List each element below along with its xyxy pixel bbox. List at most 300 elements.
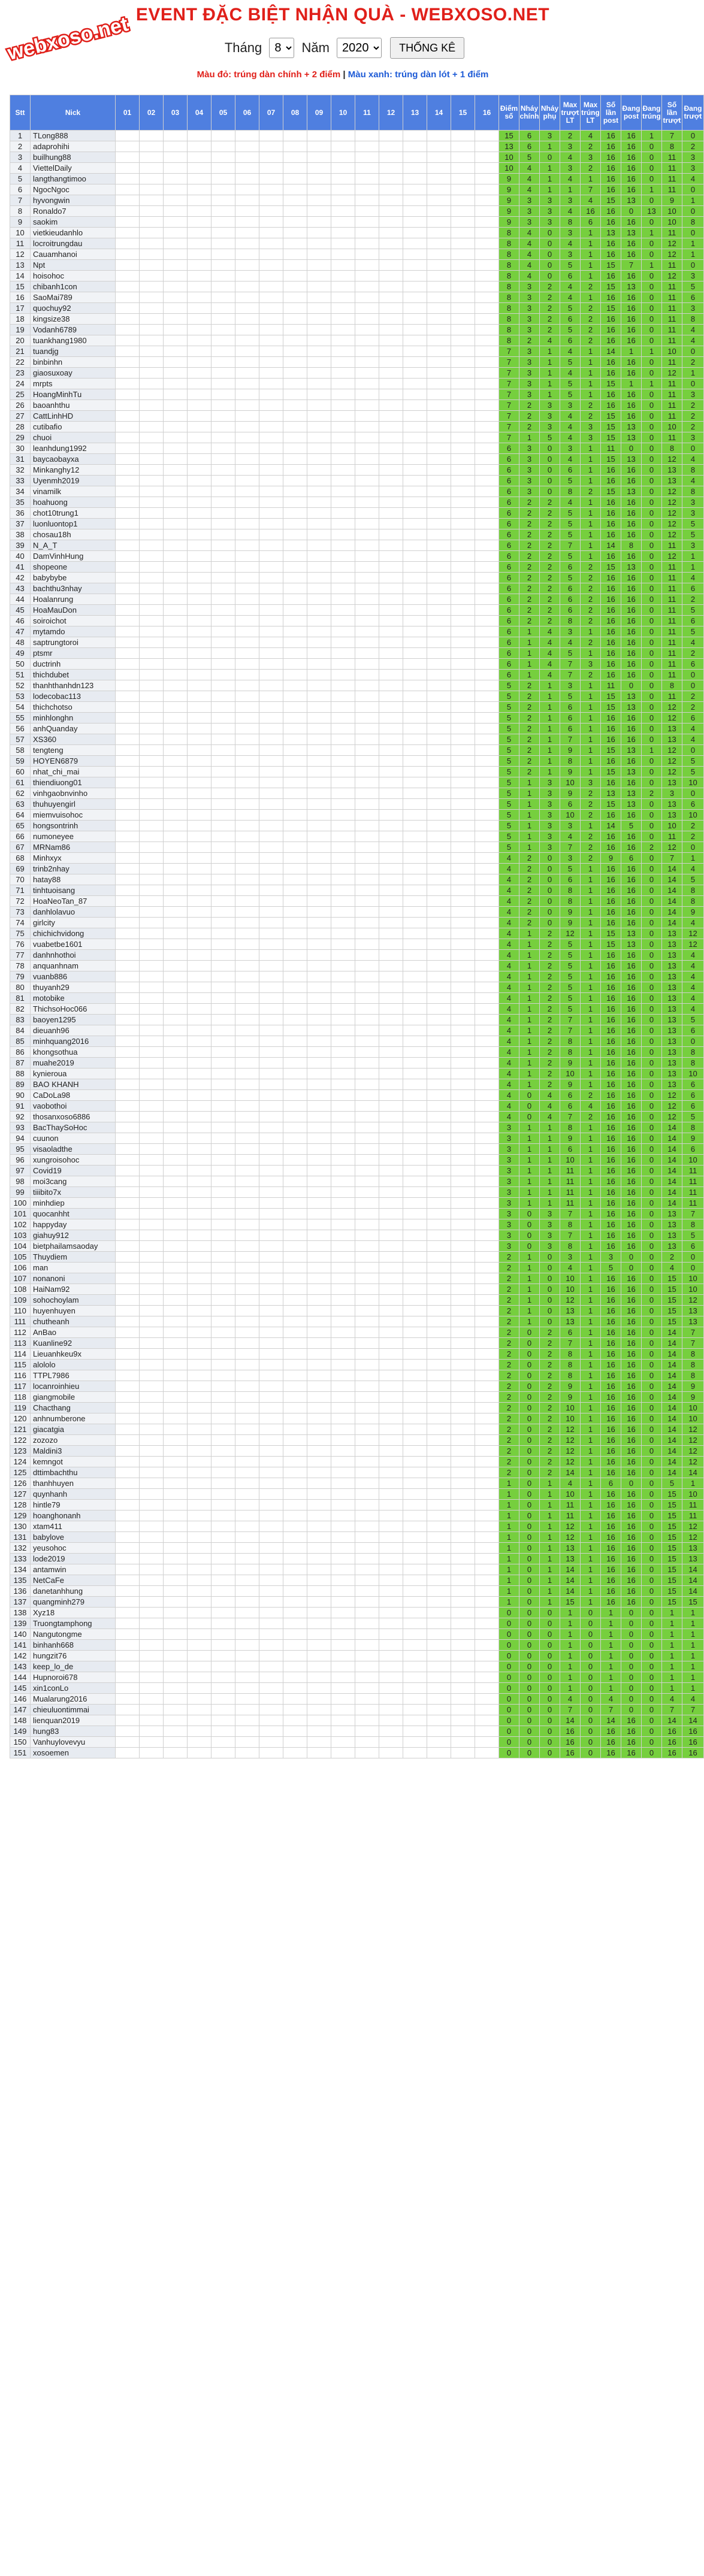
year-select[interactable] bbox=[337, 38, 382, 58]
day-cell bbox=[140, 562, 164, 573]
nick-cell[interactable]: giaosuxoay bbox=[31, 368, 116, 379]
nick-cell[interactable]: tengteng bbox=[31, 745, 116, 756]
nick-cell[interactable]: Mualarung2016 bbox=[31, 1694, 116, 1705]
nick-cell[interactable]: AnBao bbox=[31, 1327, 116, 1338]
nick-cell[interactable]: chichichvidong bbox=[31, 928, 116, 939]
day-cell bbox=[235, 281, 259, 292]
stat-cell: 6 bbox=[560, 314, 581, 325]
day-cell bbox=[475, 1511, 499, 1521]
nick-cell[interactable]: huyenhuyen bbox=[31, 1306, 116, 1316]
day-cell bbox=[188, 842, 211, 853]
nick-cell[interactable]: yeusohoc bbox=[31, 1543, 116, 1554]
stat-cell: 4 bbox=[581, 195, 601, 206]
nick-cell[interactable]: saokim bbox=[31, 217, 116, 228]
nick-cell[interactable]: zozozo bbox=[31, 1435, 116, 1446]
stat-cell: 4 bbox=[560, 831, 581, 842]
nick-cell[interactable]: danhlolavuo bbox=[31, 907, 116, 918]
nick-cell[interactable]: thuhuyengirl bbox=[31, 799, 116, 810]
day-cell bbox=[331, 174, 355, 184]
day-cell bbox=[379, 1748, 403, 1758]
day-cell bbox=[331, 1554, 355, 1564]
rank-cell: 24 bbox=[10, 379, 31, 389]
nick-cell[interactable]: thichdubet bbox=[31, 670, 116, 680]
day-cell bbox=[116, 1467, 140, 1478]
nick-cell[interactable]: nonanoni bbox=[31, 1273, 116, 1284]
day-cell bbox=[259, 1640, 283, 1651]
column-header: Max trượt LT bbox=[560, 95, 581, 131]
stats-button[interactable]: THỐNG KÊ bbox=[390, 37, 464, 59]
nick-cell[interactable]: HoangMinhTu bbox=[31, 389, 116, 400]
stat-cell: 0 bbox=[642, 874, 662, 885]
nick-cell[interactable]: kynieroua bbox=[31, 1068, 116, 1079]
nick-cell[interactable]: cuunon bbox=[31, 1133, 116, 1144]
day-cell bbox=[427, 1629, 451, 1640]
day-cell bbox=[379, 357, 403, 368]
stat-cell: 16 bbox=[621, 1597, 642, 1608]
nick-cell[interactable]: miemvuisohoc bbox=[31, 810, 116, 821]
day-cell bbox=[211, 1424, 235, 1435]
nick-cell[interactable]: visaoladthe bbox=[31, 1144, 116, 1155]
day-cell bbox=[451, 174, 475, 184]
stat-cell: 14 bbox=[601, 1715, 621, 1726]
table-row bbox=[10, 734, 704, 745]
nick-cell[interactable]: hung83 bbox=[31, 1726, 116, 1737]
day-cell bbox=[475, 626, 499, 637]
nick-cell[interactable]: MRNam86 bbox=[31, 842, 116, 853]
nick-cell[interactable]: vietkieudanhlo bbox=[31, 228, 116, 238]
nick-cell[interactable]: tuandjg bbox=[31, 346, 116, 357]
nick-cell[interactable]: kemngot bbox=[31, 1457, 116, 1467]
day-cell bbox=[451, 896, 475, 907]
nick-cell[interactable]: chutheanh bbox=[31, 1316, 116, 1327]
nick-cell[interactable]: SaoMai789 bbox=[31, 292, 116, 303]
nick-cell[interactable]: chot10trung1 bbox=[31, 508, 116, 519]
nick-cell[interactable]: bachthu3nhay bbox=[31, 583, 116, 594]
day-cell bbox=[235, 379, 259, 389]
day-cell bbox=[403, 1651, 427, 1661]
nick-cell[interactable]: moi3cang bbox=[31, 1176, 116, 1187]
day-cell bbox=[164, 1133, 188, 1144]
stat-cell: 1 bbox=[519, 670, 540, 680]
nick-cell[interactable]: khongsothua bbox=[31, 1047, 116, 1058]
day-cell bbox=[403, 389, 427, 400]
nick-cell[interactable]: Uyenmh2019 bbox=[31, 476, 116, 486]
nick-cell[interactable]: thichchotso bbox=[31, 702, 116, 713]
nick-cell[interactable]: soiroichot bbox=[31, 616, 116, 626]
day-cell bbox=[355, 1327, 379, 1338]
stat-cell: 0 bbox=[499, 1608, 519, 1618]
stat-cell: 10 bbox=[662, 821, 682, 831]
nick-cell[interactable]: bietphailamsaoday bbox=[31, 1241, 116, 1252]
nick-cell[interactable]: keep_lo_de bbox=[31, 1661, 116, 1672]
nick-cell[interactable]: luonluontop1 bbox=[31, 519, 116, 529]
day-cell bbox=[164, 335, 188, 346]
nick-cell[interactable]: chuoi bbox=[31, 432, 116, 443]
nick-cell[interactable]: xungroisohoc bbox=[31, 1155, 116, 1166]
nick-cell[interactable]: N_A_T bbox=[31, 540, 116, 551]
nick-cell[interactable]: Xyz18 bbox=[31, 1608, 116, 1618]
nick-cell[interactable]: BAO KHANH bbox=[31, 1079, 116, 1090]
day-cell bbox=[403, 1219, 427, 1230]
stat-cell: 16 bbox=[601, 508, 621, 519]
nick-cell[interactable]: tinhtuoisang bbox=[31, 885, 116, 896]
nick-cell[interactable]: chosau18h bbox=[31, 529, 116, 540]
nick-cell[interactable]: NetCaFe bbox=[31, 1575, 116, 1586]
day-cell bbox=[307, 1176, 331, 1187]
nick-cell[interactable]: quynhanh bbox=[31, 1489, 116, 1500]
nick-cell[interactable]: motobike bbox=[31, 993, 116, 1004]
nick-cell[interactable]: Chacthang bbox=[31, 1403, 116, 1413]
nick-cell[interactable]: babybybe bbox=[31, 573, 116, 583]
nick-cell[interactable]: hatay88 bbox=[31, 874, 116, 885]
nick-cell[interactable]: anhQuanday bbox=[31, 724, 116, 734]
nick-cell[interactable]: saptrungtoroi bbox=[31, 637, 116, 648]
day-cell bbox=[427, 853, 451, 864]
nick-cell[interactable]: mytamdo bbox=[31, 626, 116, 637]
stat-cell: 0 bbox=[519, 1360, 540, 1370]
nick-cell[interactable]: muahe2019 bbox=[31, 1058, 116, 1068]
nick-cell[interactable]: quangminh279 bbox=[31, 1597, 116, 1608]
nick-cell[interactable]: BacThaySoHoc bbox=[31, 1122, 116, 1133]
nick-cell[interactable]: happyday bbox=[31, 1219, 116, 1230]
day-cell bbox=[403, 907, 427, 918]
day-cell bbox=[355, 184, 379, 195]
day-cell bbox=[164, 1424, 188, 1435]
nick-cell[interactable]: danhnhothoi bbox=[31, 950, 116, 961]
day-cell bbox=[259, 1521, 283, 1532]
day-cell bbox=[403, 303, 427, 314]
nick-cell[interactable]: ThichsoHoc066 bbox=[31, 1004, 116, 1015]
nick-cell[interactable]: thanhhuyen bbox=[31, 1478, 116, 1489]
nick-cell[interactable]: Kuanline92 bbox=[31, 1338, 116, 1349]
nick-cell[interactable]: hungzit76 bbox=[31, 1651, 116, 1661]
nick-cell[interactable]: minhquang2016 bbox=[31, 1036, 116, 1047]
stat-cell: 0 bbox=[682, 443, 704, 454]
day-cell bbox=[235, 1597, 259, 1608]
day-cell bbox=[355, 1295, 379, 1306]
stat-cell: 2 bbox=[499, 1435, 519, 1446]
nick-cell[interactable]: langthangtimoo bbox=[31, 174, 116, 184]
rank-cell: 71 bbox=[10, 885, 31, 896]
nick-cell[interactable]: vuanb886 bbox=[31, 971, 116, 982]
day-cell bbox=[188, 1392, 211, 1403]
nick-cell[interactable]: shopeone bbox=[31, 562, 116, 573]
nick-cell[interactable]: thosanxoso6886 bbox=[31, 1112, 116, 1122]
stat-cell: 1 bbox=[581, 1133, 601, 1144]
stat-cell: 3 bbox=[499, 1198, 519, 1209]
stat-cell: 11 bbox=[682, 1187, 704, 1198]
nick-cell[interactable]: lode2019 bbox=[31, 1554, 116, 1564]
day-cell bbox=[475, 874, 499, 885]
day-cell bbox=[188, 1532, 211, 1543]
nick-cell[interactable]: trinb2nhay bbox=[31, 864, 116, 874]
stat-cell: 13 bbox=[662, 1068, 682, 1079]
nick-cell[interactable]: danetanhhung bbox=[31, 1586, 116, 1597]
nick-cell[interactable]: binhanh668 bbox=[31, 1640, 116, 1651]
stat-cell: 8 bbox=[682, 465, 704, 476]
day-cell bbox=[188, 217, 211, 228]
day-cell bbox=[164, 1187, 188, 1198]
stat-cell: 16 bbox=[621, 1500, 642, 1511]
nick-cell[interactable]: hoahuong bbox=[31, 497, 116, 508]
day-cell bbox=[188, 368, 211, 379]
day-cell bbox=[259, 1564, 283, 1575]
nick-cell[interactable]: baycaobayxa bbox=[31, 454, 116, 465]
day-cell bbox=[283, 422, 307, 432]
stat-cell: 0 bbox=[642, 1187, 662, 1198]
day-cell bbox=[283, 540, 307, 551]
day-cell bbox=[211, 573, 235, 583]
nick-cell[interactable]: Maldini3 bbox=[31, 1446, 116, 1457]
day-cell bbox=[235, 1198, 259, 1209]
nick-cell[interactable]: vinamilk bbox=[31, 486, 116, 497]
nick-cell[interactable]: babylove bbox=[31, 1532, 116, 1543]
nick-cell[interactable]: quochuy92 bbox=[31, 303, 116, 314]
nick-cell[interactable]: tiiibito7x bbox=[31, 1187, 116, 1198]
stat-cell: 16 bbox=[621, 1025, 642, 1036]
day-cell bbox=[188, 1025, 211, 1036]
nick-cell[interactable]: xosoemen bbox=[31, 1748, 116, 1758]
day-cell bbox=[403, 1694, 427, 1705]
nick-cell[interactable]: Nangutongme bbox=[31, 1629, 116, 1640]
nick-cell[interactable]: baoyen1295 bbox=[31, 1015, 116, 1025]
day-cell bbox=[331, 432, 355, 443]
day-cell bbox=[259, 271, 283, 281]
nick-cell[interactable]: cutibafio bbox=[31, 422, 116, 432]
day-cell bbox=[164, 885, 188, 896]
nick-cell[interactable]: locanroinhieu bbox=[31, 1381, 116, 1392]
nick-cell[interactable]: NgocNgoc bbox=[31, 184, 116, 195]
nick-cell[interactable]: xin1conLo bbox=[31, 1683, 116, 1694]
nick-cell[interactable]: alololo bbox=[31, 1360, 116, 1370]
nick-cell[interactable]: lienquan2019 bbox=[31, 1715, 116, 1726]
stat-cell: 8 bbox=[560, 486, 581, 497]
stat-cell: 8 bbox=[560, 616, 581, 626]
month-select[interactable] bbox=[269, 38, 294, 58]
nick-cell[interactable]: builhung88 bbox=[31, 152, 116, 163]
nick-cell[interactable]: Minkanghy12 bbox=[31, 465, 116, 476]
stat-cell: 0 bbox=[519, 1338, 540, 1349]
nick-cell[interactable]: chibanh1con bbox=[31, 281, 116, 292]
nick-cell[interactable]: leanhdung1992 bbox=[31, 443, 116, 454]
nick-cell[interactable]: Covid19 bbox=[31, 1166, 116, 1176]
nick-cell[interactable]: Lieuanhkeu9x bbox=[31, 1349, 116, 1360]
stat-cell: 9 bbox=[601, 853, 621, 864]
nick-cell[interactable]: mrpts bbox=[31, 379, 116, 389]
nick-cell[interactable]: baoanhthu bbox=[31, 400, 116, 411]
nick-cell[interactable]: ViettelDaily bbox=[31, 163, 116, 174]
table-row bbox=[10, 163, 704, 174]
day-cell bbox=[475, 1047, 499, 1058]
day-cell bbox=[331, 1403, 355, 1413]
nick-cell[interactable]: locroitrungdau bbox=[31, 238, 116, 249]
day-cell bbox=[211, 1360, 235, 1370]
stat-cell: 1 bbox=[682, 853, 704, 864]
table-row bbox=[10, 1694, 704, 1705]
stat-cell: 14 bbox=[662, 1435, 682, 1446]
nick-cell[interactable]: nhat_chi_mai bbox=[31, 767, 116, 777]
day-cell bbox=[451, 583, 475, 594]
table-row bbox=[10, 616, 704, 626]
nick-cell[interactable]: Vodanh6789 bbox=[31, 325, 116, 335]
day-cell bbox=[140, 1446, 164, 1457]
nick-cell[interactable]: dttimbachthu bbox=[31, 1467, 116, 1478]
day-cell bbox=[427, 1748, 451, 1758]
nick-cell[interactable]: HOYEN6879 bbox=[31, 756, 116, 767]
day-cell bbox=[331, 680, 355, 691]
stat-cell: 14 bbox=[662, 1424, 682, 1435]
nick-cell[interactable]: minhdiep bbox=[31, 1198, 116, 1209]
day-cell bbox=[259, 1176, 283, 1187]
nick-cell[interactable]: HaiNam92 bbox=[31, 1284, 116, 1295]
nick-cell[interactable]: minhlonghn bbox=[31, 713, 116, 724]
stat-cell: 0 bbox=[519, 1597, 540, 1608]
stat-cell: 16 bbox=[621, 1209, 642, 1219]
nick-cell[interactable]: Hupnoroi678 bbox=[31, 1672, 116, 1683]
day-cell bbox=[379, 368, 403, 379]
nick-cell[interactable]: hyvongwin bbox=[31, 195, 116, 206]
day-cell bbox=[403, 1392, 427, 1403]
nick-cell[interactable]: giacatgia bbox=[31, 1424, 116, 1435]
day-cell bbox=[259, 939, 283, 950]
nick-cell[interactable]: sohochoylam bbox=[31, 1295, 116, 1306]
nick-cell[interactable]: Minhxyx bbox=[31, 853, 116, 864]
stat-cell: 0 bbox=[519, 1478, 540, 1489]
stat-cell: 11 bbox=[601, 443, 621, 454]
nick-cell[interactable]: Thuydiem bbox=[31, 1252, 116, 1263]
nick-cell[interactable]: thanhthanhdn123 bbox=[31, 680, 116, 691]
rank-cell: 31 bbox=[10, 454, 31, 465]
nick-cell[interactable]: hintle79 bbox=[31, 1500, 116, 1511]
day-cell bbox=[307, 1252, 331, 1263]
stat-cell: 1 bbox=[519, 1144, 540, 1155]
stat-cell: 16 bbox=[601, 476, 621, 486]
day-cell bbox=[355, 1004, 379, 1015]
stat-cell: 12 bbox=[662, 519, 682, 529]
nick-cell[interactable]: Truongtamphong bbox=[31, 1618, 116, 1629]
nick-cell[interactable]: anhnumberone bbox=[31, 1413, 116, 1424]
stat-cell: 0 bbox=[540, 918, 560, 928]
nick-cell[interactable]: hoanghonanh bbox=[31, 1511, 116, 1521]
stat-cell: 0 bbox=[642, 810, 662, 821]
nick-cell[interactable]: hoisohoc bbox=[31, 271, 116, 281]
day-cell bbox=[451, 1705, 475, 1715]
nick-cell[interactable]: CaDoLa98 bbox=[31, 1090, 116, 1101]
day-cell bbox=[164, 799, 188, 810]
day-cell bbox=[427, 529, 451, 540]
rank-cell: 142 bbox=[10, 1651, 31, 1661]
nick-cell[interactable]: kingsize38 bbox=[31, 314, 116, 325]
day-cell bbox=[475, 1467, 499, 1478]
day-cell bbox=[451, 357, 475, 368]
nick-cell[interactable]: Npt bbox=[31, 260, 116, 271]
nick-cell[interactable]: TTPL7986 bbox=[31, 1370, 116, 1381]
nick-cell[interactable]: HoaMauDon bbox=[31, 605, 116, 616]
day-cell bbox=[475, 1457, 499, 1467]
nick-cell[interactable]: chieuluontimmai bbox=[31, 1705, 116, 1715]
nick-cell[interactable]: ductrinh bbox=[31, 659, 116, 670]
day-cell bbox=[188, 1166, 211, 1176]
nick-cell[interactable]: CattLinhHD bbox=[31, 411, 116, 422]
nick-cell[interactable]: adaprohihi bbox=[31, 141, 116, 152]
stat-cell: 0 bbox=[621, 443, 642, 454]
nick-cell[interactable]: lodecobac113 bbox=[31, 691, 116, 702]
stat-cell: 0 bbox=[642, 583, 662, 594]
nick-cell[interactable]: thiendiuong01 bbox=[31, 777, 116, 788]
nick-cell[interactable]: man bbox=[31, 1263, 116, 1273]
day-cell bbox=[403, 874, 427, 885]
rank-cell: 15 bbox=[10, 281, 31, 292]
day-cell bbox=[211, 788, 235, 799]
day-cell bbox=[379, 691, 403, 702]
day-cell bbox=[403, 1564, 427, 1575]
day-cell bbox=[427, 1112, 451, 1122]
day-cell bbox=[355, 508, 379, 519]
nick-cell[interactable]: dieuanh96 bbox=[31, 1025, 116, 1036]
stat-cell: 0 bbox=[642, 1036, 662, 1047]
day-cell bbox=[164, 1705, 188, 1715]
day-cell bbox=[283, 1694, 307, 1705]
nick-cell[interactable]: vuabetbe1601 bbox=[31, 939, 116, 950]
nick-cell[interactable]: girlcity bbox=[31, 918, 116, 928]
nick-cell[interactable]: DamVinhHung bbox=[31, 551, 116, 562]
nick-cell[interactable]: ptsmr bbox=[31, 648, 116, 659]
nick-cell[interactable]: giangmobile bbox=[31, 1392, 116, 1403]
day-cell bbox=[188, 443, 211, 454]
nick-cell[interactable]: binbinhn bbox=[31, 357, 116, 368]
nick-cell[interactable]: anquanhnam bbox=[31, 961, 116, 971]
stat-cell: 1 bbox=[581, 1263, 601, 1273]
stat-cell: 0 bbox=[519, 1586, 540, 1597]
nick-cell[interactable]: Cauamhanoi bbox=[31, 249, 116, 260]
nick-cell[interactable]: XS360 bbox=[31, 734, 116, 745]
day-cell bbox=[235, 896, 259, 907]
nick-cell[interactable]: antamwin bbox=[31, 1564, 116, 1575]
stat-cell: 1 bbox=[581, 874, 601, 885]
day-cell bbox=[307, 1640, 331, 1651]
nick-cell[interactable]: vinhgaobnvinho bbox=[31, 788, 116, 799]
day-cell bbox=[451, 918, 475, 928]
stat-cell: 1 bbox=[642, 260, 662, 271]
day-cell bbox=[116, 982, 140, 993]
day-cell bbox=[188, 1737, 211, 1748]
nick-cell[interactable]: quocanhht bbox=[31, 1209, 116, 1219]
nick-cell[interactable]: Ronaldo7 bbox=[31, 206, 116, 217]
nick-cell[interactable]: hongsontrinh bbox=[31, 821, 116, 831]
nick-cell[interactable]: HoaNeoTan_87 bbox=[31, 896, 116, 907]
nick-cell[interactable]: vaobothoi bbox=[31, 1101, 116, 1112]
day-cell bbox=[116, 1252, 140, 1263]
day-cell bbox=[331, 368, 355, 379]
day-cell bbox=[116, 734, 140, 745]
nick-cell[interactable]: giahuy912 bbox=[31, 1230, 116, 1241]
day-cell bbox=[331, 519, 355, 529]
nick-cell[interactable]: Vanhuylovevyu bbox=[31, 1737, 116, 1748]
nick-cell[interactable]: tuankhang1980 bbox=[31, 335, 116, 346]
nick-cell[interactable]: thuyanh29 bbox=[31, 982, 116, 993]
stat-cell: 16 bbox=[621, 864, 642, 874]
nick-cell[interactable]: TLong888 bbox=[31, 131, 116, 141]
nick-cell[interactable]: Hoalanrung bbox=[31, 594, 116, 605]
day-cell bbox=[451, 1457, 475, 1467]
day-cell bbox=[451, 1586, 475, 1597]
stat-cell: 1 bbox=[519, 1079, 540, 1090]
nick-cell[interactable]: numoneyee bbox=[31, 831, 116, 842]
stat-cell: 7 bbox=[560, 1015, 581, 1025]
day-cell bbox=[307, 821, 331, 831]
nick-cell[interactable]: xtam411 bbox=[31, 1521, 116, 1532]
day-cell bbox=[188, 810, 211, 821]
